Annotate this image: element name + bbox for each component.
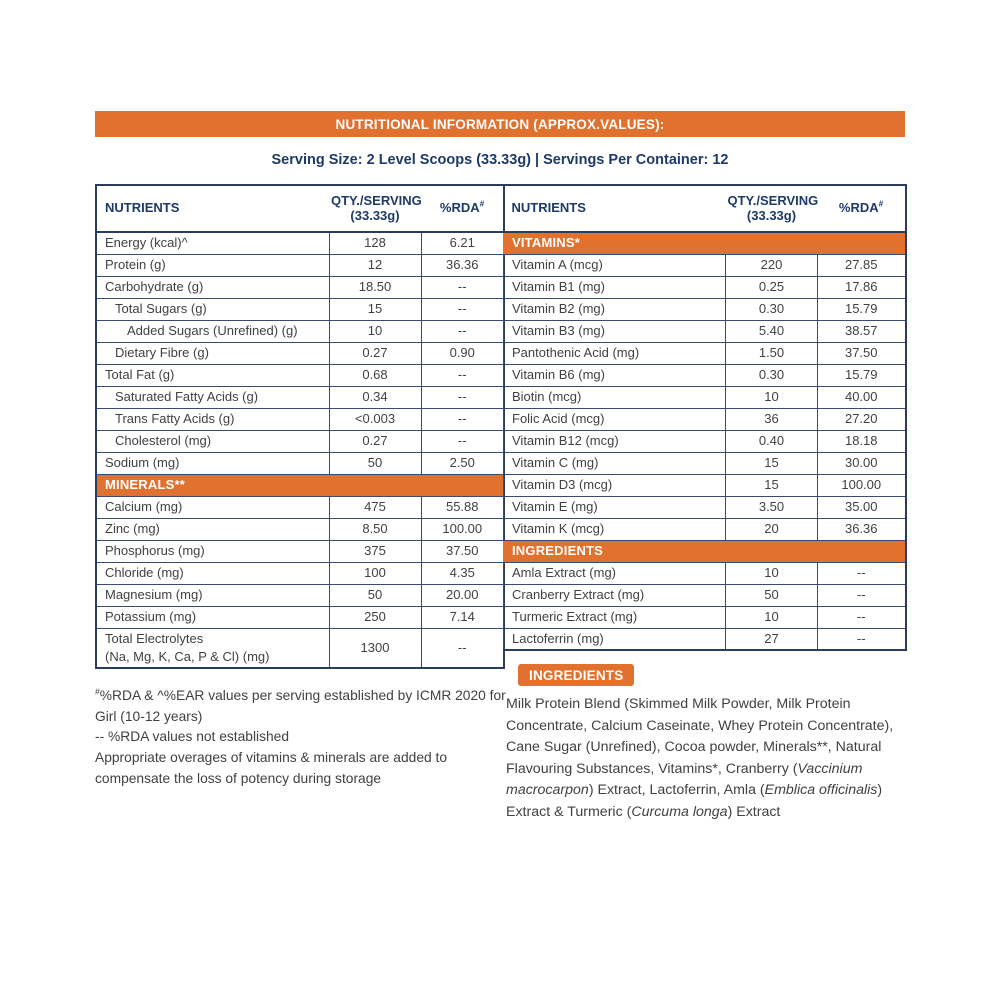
rda-value: -- [818, 628, 906, 650]
rda-header-text: %RDA [439, 200, 480, 216]
qty-value: 0.68 [329, 364, 421, 386]
col-header-rda [421, 185, 504, 232]
qty-value: 0.30 [726, 298, 818, 320]
nutrient-name: Added Sugars (Unrefined) (g) [96, 320, 329, 342]
col-header-rda [818, 185, 906, 232]
rda-value: 35.00 [818, 496, 906, 518]
qty-value: 0.40 [726, 430, 818, 452]
table-row [96, 342, 504, 364]
qty-value: 12 [329, 254, 421, 276]
rda-header-text: %RDA [838, 200, 879, 216]
qty-value: 10 [329, 320, 421, 342]
table-row [96, 408, 504, 430]
rda-value: 100.00 [818, 474, 906, 496]
table-row [96, 232, 504, 254]
rda-value: 15.79 [818, 298, 906, 320]
nutrient-name: Vitamin B3 (mg) [504, 320, 726, 342]
nutrition-table-left [95, 184, 505, 669]
col-header-nutrients: NUTRIENTS [96, 185, 329, 232]
nutrient-name: Chloride (mg) [96, 562, 329, 584]
qty-value: 50 [329, 584, 421, 606]
table-row [96, 452, 504, 474]
rda-value: 6.21 [421, 232, 504, 254]
footnotes [95, 686, 507, 789]
rda-value: 27.85 [818, 254, 906, 276]
table-row [96, 518, 504, 540]
qty-value: 1.50 [726, 342, 818, 364]
table-row [504, 518, 906, 540]
section-header: VITAMINS* [504, 232, 906, 254]
table-row [504, 342, 906, 364]
qty-header-line2: (33.33g) [746, 207, 797, 223]
qty-header-line2: (33.33g) [350, 207, 400, 223]
qty-value: 3.50 [726, 496, 818, 518]
qty-value: 36 [726, 408, 818, 430]
qty-value: 10 [726, 562, 818, 584]
footnote-overages: Appropriate overages of vitamins & minerals are added to compensate the loss of potency during storage [95, 750, 448, 786]
ingredient-text: Milk Protein Blend (Skimmed Milk Powder, Milk Protein Concentrate, Calcium Caseinate, Whey Protein Concentrate), Cane Sugar (Unrefined), Cocoa powder, Minerals**, Natural Flavouring Substances, Vitamins*, Cranberry ( [506, 696, 894, 777]
section-row [504, 232, 906, 254]
rda-value: -- [421, 320, 504, 342]
rda-value: 36.36 [818, 518, 906, 540]
qty-value: 0.30 [726, 364, 818, 386]
nutrient-name: Pantothenic Acid (mg) [504, 342, 726, 364]
nutrient-name: Zinc (mg) [96, 518, 329, 540]
table-row [96, 628, 504, 668]
rda-value: 15.79 [818, 364, 906, 386]
table-row [96, 364, 504, 386]
nutrient-name: Vitamin D3 (mcg) [504, 474, 726, 496]
right-table-body [504, 232, 906, 650]
nutrient-name: Carbohydrate (g) [96, 276, 329, 298]
rda-value: -- [818, 562, 906, 584]
ingredient-text: ) Extract [727, 803, 781, 820]
nutrient-name: Calcium (mg) [96, 496, 329, 518]
table-row [504, 298, 906, 320]
nutrient-name: Cholesterol (mg) [96, 430, 329, 452]
qty-value: 1300 [329, 628, 421, 668]
rda-value: 27.20 [818, 408, 906, 430]
qty-value: 475 [329, 496, 421, 518]
label-content [95, 111, 905, 823]
table-row [96, 276, 504, 298]
qty-value: 15 [726, 474, 818, 496]
nutrient-name: Vitamin B6 (mg) [504, 364, 726, 386]
qty-value: 20 [726, 518, 818, 540]
section-header: MINERALS** [96, 474, 504, 496]
qty-value: 10 [726, 606, 818, 628]
rda-header-superscript: # [878, 199, 884, 209]
left-table-body [96, 232, 504, 668]
table-row [504, 562, 906, 584]
footnote-superscript: # [95, 686, 100, 697]
qty-value: 0.34 [329, 386, 421, 408]
rda-value: 0.90 [421, 342, 504, 364]
tables-row [95, 184, 905, 823]
nutrient-name: Vitamin B2 (mg) [504, 298, 726, 320]
table-row [504, 474, 906, 496]
header-row [504, 185, 906, 232]
rda-value: 36.36 [421, 254, 504, 276]
table-row [504, 584, 906, 606]
table-row [96, 606, 504, 628]
nutrient-name: Folic Acid (mcg) [504, 408, 726, 430]
qty-value: 128 [329, 232, 421, 254]
rda-value: 55.88 [421, 496, 504, 518]
qty-value: <0.003 [329, 408, 421, 430]
rda-value: 20.00 [421, 584, 504, 606]
qty-header-line1: QTY./SERVING [727, 192, 819, 208]
nutrient-name: Vitamin K (mcg) [504, 518, 726, 540]
nutrient-name: Cranberry Extract (mg) [504, 584, 726, 606]
qty-value: 50 [329, 452, 421, 474]
table-row [96, 320, 504, 342]
rda-value: -- [421, 298, 504, 320]
nutrient-name: Biotin (mcg) [504, 386, 726, 408]
qty-value: 8.50 [329, 518, 421, 540]
rda-value: -- [421, 276, 504, 298]
rda-value: 17.86 [818, 276, 906, 298]
nutrient-name: Amla Extract (mg) [504, 562, 726, 584]
nutrient-name: Total Electrolytes (Na, Mg, K, Ca, P & Cl) (mg) [96, 628, 329, 668]
nutrient-name: Potassium (mg) [96, 606, 329, 628]
qty-value: 10 [726, 386, 818, 408]
table-row [504, 386, 906, 408]
rda-value: 7.14 [421, 606, 504, 628]
qty-value: 220 [726, 254, 818, 276]
table-row [96, 540, 504, 562]
table-row [504, 628, 906, 650]
right-column [503, 184, 905, 823]
ingredients-badge: INGREDIENTS [518, 664, 634, 686]
table-row [96, 584, 504, 606]
qty-value: 250 [329, 606, 421, 628]
rda-value: 2.50 [421, 452, 504, 474]
qty-header-line1: QTY./SERVING [331, 192, 422, 208]
footnote-not-established: -- %RDA values not established [95, 729, 290, 745]
footnote-rda-ear: #%RDA & ^%EAR values per serving established by ICMR 2020 for Girl (10-12 years) [95, 686, 506, 724]
header-row [96, 185, 504, 232]
col-header-qty [726, 185, 818, 232]
rda-value: 37.50 [421, 540, 504, 562]
nutrient-name: Sodium (mg) [96, 452, 329, 474]
col-header-nutrients: NUTRIENTS [504, 185, 726, 232]
rda-value: 18.18 [818, 430, 906, 452]
qty-value: 5.40 [726, 320, 818, 342]
rda-value: -- [421, 430, 504, 452]
nutrient-name: Saturated Fatty Acids (g) [96, 386, 329, 408]
table-row [504, 276, 906, 298]
table-row [504, 606, 906, 628]
nutrient-name: Vitamin A (mcg) [504, 254, 726, 276]
table-row [504, 496, 906, 518]
qty-value: 15 [329, 298, 421, 320]
qty-value: 18.50 [329, 276, 421, 298]
ingredients-paragraph [506, 694, 904, 823]
nutrient-name: Dietary Fibre (g) [96, 342, 329, 364]
rda-value: 40.00 [818, 386, 906, 408]
rda-value: -- [421, 386, 504, 408]
serving-size-line: Serving Size: 2 Level Scoops (33.33g) | Servings Per Container: 12 [271, 152, 729, 168]
rda-value: 38.57 [818, 320, 906, 342]
table-row [504, 320, 906, 342]
ingredient-text: ) Extract & Turmeric ( [506, 782, 883, 820]
qty-value: 0.25 [726, 276, 818, 298]
qty-value: 100 [329, 562, 421, 584]
nutrient-name: Lactoferrin (mg) [504, 628, 726, 650]
nutrient-name: Trans Fatty Acids (g) [96, 408, 329, 430]
table-row [96, 562, 504, 584]
ingredients-section [503, 664, 905, 823]
nutrition-table-right [503, 184, 907, 651]
nutrient-name: Vitamin C (mg) [504, 452, 726, 474]
qty-value: 0.27 [329, 430, 421, 452]
rda-value: -- [818, 606, 906, 628]
qty-value: 375 [329, 540, 421, 562]
nutrient-name: Total Fat (g) [96, 364, 329, 386]
ingredient-text: ) Extract, Lactoferrin, Amla ( [588, 782, 765, 799]
table-row [96, 430, 504, 452]
section-row [96, 474, 504, 496]
rda-value: 4.35 [421, 562, 504, 584]
table-row [96, 496, 504, 518]
table-row [96, 254, 504, 276]
col-header-qty [329, 185, 421, 232]
table-row [504, 452, 906, 474]
nutrient-name: Energy (kcal)^ [96, 232, 329, 254]
botanical-name: Curcuma longa [631, 803, 728, 820]
nutrient-name: Turmeric Extract (mg) [504, 606, 726, 628]
nutrient-name: Vitamin B12 (mcg) [504, 430, 726, 452]
nutrient-name-line2: (Na, Mg, K, Ca, P & Cl) (mg) [105, 648, 270, 664]
rda-value: 30.00 [818, 452, 906, 474]
left-column [95, 184, 506, 789]
table-row [96, 298, 504, 320]
table-row [96, 386, 504, 408]
table-row [504, 254, 906, 276]
nutrient-name: Protein (g) [96, 254, 329, 276]
qty-value: 0.27 [329, 342, 421, 364]
section-row [504, 540, 906, 562]
qty-value: 27 [726, 628, 818, 650]
table-row [504, 364, 906, 386]
rda-value: 100.00 [421, 518, 504, 540]
table-row [504, 430, 906, 452]
rda-value: -- [421, 408, 504, 430]
qty-value: 50 [726, 584, 818, 606]
table-row [504, 408, 906, 430]
rda-value: -- [421, 628, 504, 668]
qty-value: 15 [726, 452, 818, 474]
section-header: INGREDIENTS [504, 540, 906, 562]
nutrient-name: Phosphorus (mg) [96, 540, 329, 562]
nutrient-name: Magnesium (mg) [96, 584, 329, 606]
botanical-name: Emblica officinalis [764, 782, 878, 799]
rda-value: -- [421, 364, 504, 386]
title-banner: NUTRITIONAL INFORMATION (APPROX.VALUES): [95, 111, 905, 137]
botanical-name: Vaccinium macrocarpon [506, 760, 863, 799]
nutrient-name: Vitamin B1 (mg) [504, 276, 726, 298]
rda-value: -- [818, 584, 906, 606]
nutrient-name: Total Sugars (g) [96, 298, 329, 320]
nutrient-name: Vitamin E (mg) [504, 496, 726, 518]
rda-value: 37.50 [818, 342, 906, 364]
rda-header-superscript: # [479, 199, 485, 209]
